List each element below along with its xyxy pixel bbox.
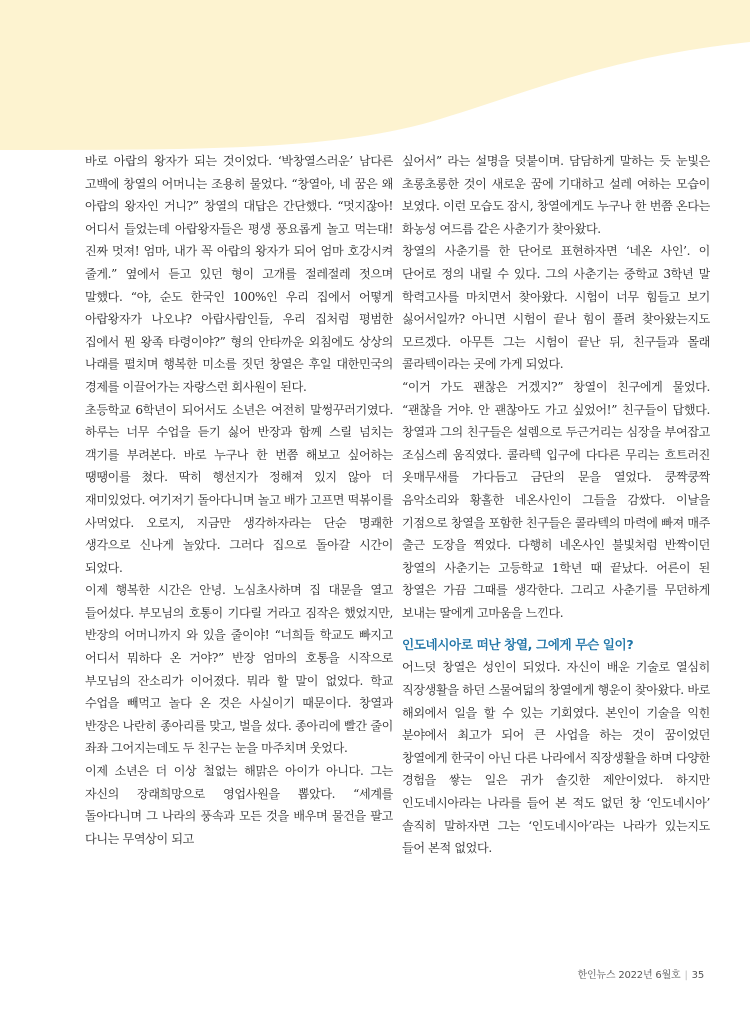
paragraph: 바로 아랍의 왕자가 되는 것이었다. ‘박창열스러운’ 남다른 고백에 창열의 어머니는 조용히 물었다. “창열아, 네 꿈은 왜 아랍의 왕자인 거니?” 창열의 대답은 간단했다. “멋지잖아! 어디서 들었는데 아랍왕자들은 평생 풍요롭게 놀고 먹는대! 진짜 멋져! 엄마, 내가 꼭 아랍의 왕자가 되어 엄마 호강시켜 줄게.” 옆에서 듣고 있던 형이 고개를 절레절레 젓으며 말했다. “야, 순도 한국인 100%인 우리 집에서 어떻게 아랍왕자가 나오냐? 아랍사람인들, 우리 집처럼 평범한 집에서 뭔 왕족 타령이야?” 형의 안타까운 외침에도 상상의 나래를 펼치며 행복한 미소를 짓던 창열은 후일 대한민국의 경제를 이끌어가는 자랑스런 회사원이 된다. (85, 154, 393, 394)
paragraph: 이제 소년은 더 이상 철없는 해맑은 아이가 아니다. 그는 자신의 장래희망으로 영업사원을 뽑았다. “세계를 돌아다니며 그 나라의 풍속과 모든 것을 배우며 물건을 팔고 다니는 무역상이 되고 (85, 764, 393, 846)
paragraph: 싶어서” 라는 설명을 덧붙이며. 담담하게 말하는 듯 눈빛은 초롱초롱한 것이 새로운 꿈에 기대하고 설레 여하는 모습이 보였다. 이런 모습도 잠시, 창열에게도 누구나 한 번쯤 온다는 화농성 여드름 같은 사춘기가 찾아왔다. (402, 154, 710, 236)
page-number: 35 (691, 970, 704, 981)
paragraph: 창열의 사춘기를 한 단어로 표현하자면 ‘네온 사인’. 이 단어로 정의 내릴 수 있다. 그의 사춘기는 중학교 3학년 말 학력고사를 마치면서 찾아왔다. 시험이 너무 힘들고 보기 싫어서일까? 아니면 시험이 끝나 힘이 풀려 찾아왔는지도 모르겠다. 아무튼 그는 시험이 끝난 뒤, 친구들과 몰래 콜라텍이라는 곳에 가게 되었다. (402, 244, 710, 372)
decorative-top-band (0, 0, 750, 160)
paragraph: 이제 행복한 시간은 안녕. 노심초사하며 집 대문을 열고 들어섰다. 부모님의 호통이 기다릴 거라고 짐작은 했었지만, 반장의 어머니까지 와 있을 줄이야! “너희들 학교도 빠지고 어디서 뭐하다 온 거야?” 반장 엄마의 호통을 시작으로 부모님의 잔소리가 이어졌다. 뭐라 할 말이 없었다. 학교 수업을 빼먹고 놀다 온 것은 사실이기 때문이다. 창열과 반장은 나란히 종아리를 맞고, 벌을 섰다. 종아리에 빨간 줄이 좌좌 그어지는데도 두 친구는 눈을 마주치며 웃었다. (85, 583, 393, 756)
paragraph: “이거 가도 괜찮은 거겠지?” 창열이 친구에게 물었다. “괜찮을 거야. 안 괜찮아도 가고 싶었어!” 친구들이 답했다. 창열과 그의 친구들은 설렘으로 두근거리는 심장을 부여잡고 조심스레 움직였다. 콜라텍 입구에 다다른 무리는 흐트러진 옷매무새를 가다듬고 금단의 문을 열었다. 쿵짝쿵짝 음악소리와 황홀한 네온사인이 그들을 감쌌다. 이날을 기점으로 창열을 포함한 친구들은 콜라텍의 마력에 빠져 매주 출근 도장을 찍었다. 다행히 네온사인 불빛처럼 반짝이던 창열의 사춘기는 고등학교 1학년 때 끝났다. 어른이 된 창열은 가끔 그때를 생각한다. 그리고 사춘기를 무던하게 보내는 딸에게 고마움을 느낀다. (402, 379, 710, 620)
page-footer (578, 966, 705, 981)
paragraph: 어느덧 창열은 성인이 되었다. 자신이 배운 기술로 열심히 직장생활을 하던 스물여덟의 창열에게 행운이 찾아왔다. 바로 해외에서 일을 할 수 있는 기회였다. 본인이 기술을 익힌 분야에서 최고가 되어 큰 사업을 하는 것이 꿈이었던 창열에게 한국이 아닌 다른 나라에서 직장생활을 하며 다양한 경험을 쌓는 일은 귀가 솔깃한 제안이었다. 하지만 인도네시아라는 나라를 들어 본 적도 없던 창 ‘인도네시아’ 솔직히 말하자면 그는 ‘인도네시아’라는 나라가 있는지도 들어 본적 없었다. (402, 660, 710, 856)
paragraph: 초등학교 6학년이 되어서도 소년은 여전히 말썽꾸러기였다. 하루는 너무 수업을 듣기 싫어 반장과 함께 스릴 넘치는 객기를 부려본다. 바로 누구나 한 번쯤 해보고 싶어하는 땡땡이를 쳤다. 딱히 행선지가 정해져 있지 않아 더 재미있었다. 여기저기 돌아다니며 놀고 배가 고프면 떡볶이를 사먹었다. 오로지, 지금만 생각하자라는 단순 명쾌한 생각으로 신나게 놀았다. 그러다 집으로 돌아갈 시간이 되었다. (85, 402, 393, 575)
footer-separator: | (684, 970, 688, 981)
publication-name: 한인뉴스 2022년 6월호 (577, 970, 681, 981)
article-column-right (402, 150, 710, 950)
article-column-left (85, 150, 393, 950)
section-heading: 인도네시아로 떠난 창열, 그에게 무슨 일이? (402, 637, 634, 653)
